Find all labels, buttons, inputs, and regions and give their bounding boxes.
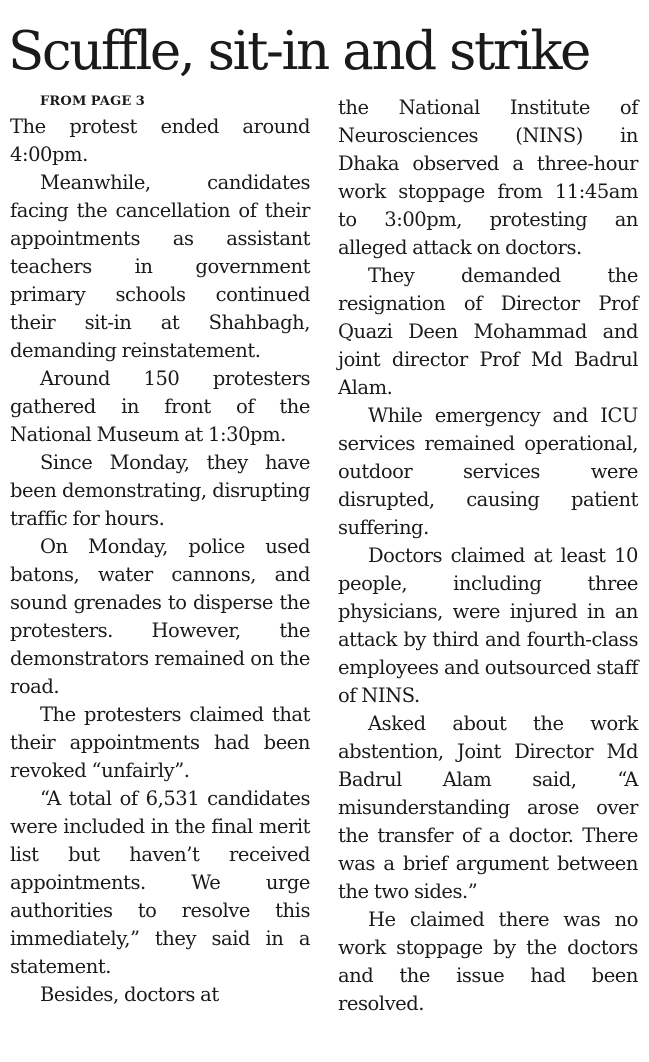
article-body [10, 91, 638, 1018]
right-column [338, 94, 638, 1018]
paragraph: the National Institute of Neurosciences (NINS) in Dhaka observed a three-hour work stoppage from 11:45am to 3:00pm, protesting an alleged attack on doctors. [338, 96, 638, 259]
paragraph: Around 150 protesters gathered in front of the National Museum at 1:30pm. [10, 367, 310, 446]
paragraph: While emergency and ICU services remained operational, outdoor services were disrupted, causing patient suffering. [338, 404, 638, 539]
paragraph: The protest ended around 4:00pm. [10, 115, 310, 166]
paragraph: “A total of 6,531 candidates were included in the final merit list but haven’t received appointments. We urge authorities to resolve this immediately,” they said in a statement. [10, 787, 310, 978]
paragraph: Meanwhile, candidates facing the cancellation of their appointments as assistant teachers in government primary schools continued their sit-in at Shahbagh, demanding reinstatement. [10, 171, 310, 362]
paragraph: They demanded the resignation of Director Prof Quazi Deen Mohammad and joint director Prof Md Badrul Alam. [338, 264, 638, 399]
paragraph: On Monday, police used batons, water cannons, and sound grenades to disperse the protesters. However, the demonstrators remained on the road. [10, 535, 310, 698]
paragraph: Doctors claimed at least 10 people, including three physicians, were injured in an attack by third and fourth-class employees and outsourced staff of NINS. [338, 544, 638, 707]
left-column [10, 91, 310, 1018]
kicker: FROM PAGE 3 [40, 94, 145, 109]
paragraph: He claimed there was no work stoppage by the doctors and the issue had been resolved. [338, 908, 638, 1015]
headline: Scuffle, sit-in and strike [8, 21, 590, 82]
paragraph: Besides, doctors at [40, 983, 219, 1006]
paragraph: Asked about the work abstention, Joint Director Md Badrul Alam said, “A misunderstanding arose over the transfer of a doctor. There was a brief argument between the two sides.” [338, 712, 638, 903]
paragraph: The protesters claimed that their appointments had been revoked “unfairly”. [10, 703, 310, 782]
paragraph: Since Monday, they have been demonstrating, disrupting traffic for hours. [10, 451, 310, 530]
